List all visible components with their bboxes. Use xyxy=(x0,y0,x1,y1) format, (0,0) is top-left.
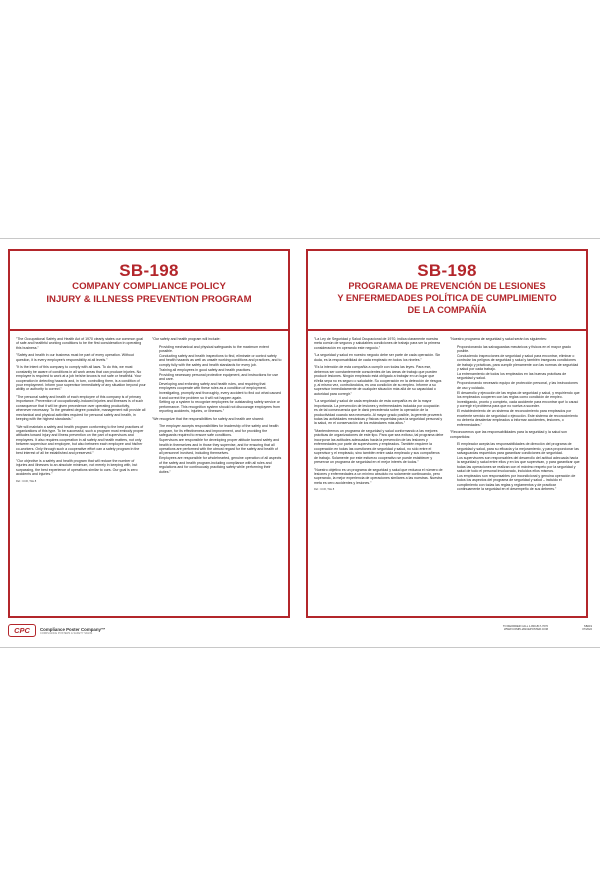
english-paragraph: "Our objective is a safety and health program that will reduce the number of injuries and illnesses to an absolute minimum, not merely in keeping with, but surpassing, the best experience of operations similar to ours. Our goal is zero accidents and injuries." xyxy=(16,458,138,476)
list-item: • Developing and enforcing safety and health rules, and requiring that employees cooperate with these rules as a condition of employment. xyxy=(159,382,282,391)
spanish-list-intro: "Nuestro programa de seguridad y salud serán los siguientes: xyxy=(450,337,547,341)
revision-date: 07/2022 xyxy=(582,628,592,632)
english-left-column xyxy=(16,337,146,610)
english-paragraph: "The personal safety and health of each employee of this company is of primary importance. Prevention of occupationally-induced injuries and illnesses is of such consequence that it will be given precedence over operating productivity, whenever necessary. To the greatest degree possible, management will provide all mechanical and physical activities required for personal safety and health, in keeping with the highest standards." xyxy=(16,395,146,422)
stock-code xyxy=(582,625,592,632)
spanish-title-line2: Y ENFERMEDADES POLÍTICA DE CUMPLIMIENTO xyxy=(337,293,557,303)
english-header xyxy=(10,251,288,331)
spanish-footnote: Ref.: CCR, Title 8 xyxy=(314,488,335,492)
cpc-logo-mark: CPC xyxy=(8,624,36,637)
english-body xyxy=(16,337,282,610)
spanish-body xyxy=(314,337,580,610)
english-paragraph: "Safety and health in our business must be part of every operation. Without question, it is every employee's responsibility at all levels." xyxy=(16,353,134,362)
company-logo xyxy=(8,624,105,637)
list-item: • Supervisors are responsible for developing proper attitude toward safety and health in themselves and in those they supervise, and for ensuring that all operations are performed with the utmost regard for the safety and health of all personnel involved, including themselves. xyxy=(159,438,282,456)
brand-block xyxy=(40,627,105,635)
english-responsibility-intro: "We recognize that the responsibilities for safety and health are shared: xyxy=(152,416,264,421)
list-item: • Employees are responsible for wholehearted, genuine operation of all aspects of the safety and health program-including compliance with all rules and regulations and for continuously practicing safety while performing their duties." xyxy=(159,456,282,474)
list-item: • Los supervisores son responsables del desarrollo del actitud adecuada hacia la seguridad y salud entre ellos y en los que supervisan, y para garantizar que todas las operaciones se realizan con el máximo respeto por la seguridad y salud de todo el personal involucrado, incluidos ellos mismos. xyxy=(457,456,580,474)
stock-number: SB219 xyxy=(583,625,592,628)
spanish-paragraph: "Mantendremos un programa de seguridad y salud conformando a las mejores prácticas de organizaciones de este tipo. Para que sea exitoso, tal programa debe incorporar las actitudes adecuadas hacia la prevención de las lesiones y enfermedades por parte de supervisores y empleados. También requiere la cooperación en todas las cuestiones de seguridad y salud, no sólo entre el supervisor y el empleado, sino también entre cada empleado y sus compañeros de trabajo. Solamente por este esfuerzo cooperativo se puede establecer y preservar un programa de seguridad en el mejor interés de todos." xyxy=(314,429,444,464)
english-responsibility-list xyxy=(152,424,282,473)
english-list-intro: "Our safety and health program will include: xyxy=(152,337,221,341)
english-footnote: Ref.: CCR, Title 8 xyxy=(16,479,37,483)
spanish-paragraph: "La seguridad y salud en nuestro negocio debe ser parte de cada operación. Sin duda, es la responsabilidad de cada empleado en todos los niveles." xyxy=(314,353,441,362)
list-item: • La entrenamiento de todos los empleados en las buenas prácticas de seguridad y salud. xyxy=(457,372,580,381)
list-item: • Training all employees in good safety and health practices. xyxy=(159,368,282,372)
list-item: • Conduciendo inspecciones de seguridad y salud para encontrar, eliminar o controlar los peligros de seguridad y salud y también inseguras condiciones de trabajo y prácticas, para cumplir plenamente con las normas de seguridad y salud por cada trabajo. xyxy=(457,354,580,372)
poster xyxy=(0,238,600,648)
list-item: • Proporcionando necesario equipo de protección personal, y las instrucciones de uso y cuidado. xyxy=(457,381,580,390)
brand-name: Compliance Poster Company™ xyxy=(40,626,106,632)
list-item: • Investigating, promptly and thoroughly, every accident to find out what caused it and correct the problem so it will not happen again. xyxy=(159,391,282,400)
brand-tagline: COMPLIANCE POSTERS & SAFETY SIGNS xyxy=(40,631,93,635)
spanish-title-line3: DE LA COMPAÑÍA xyxy=(407,305,487,315)
spanish-panel xyxy=(306,249,588,618)
list-item: • Setting up a system to recognize employees for outstanding safety service or performance. This recognition system should not discourage employees from reporting accidents, injuries, or illnesses." xyxy=(159,400,282,413)
reorder-website: WWW.COMPLIANCEPOSTER.COM xyxy=(503,628,548,632)
list-item: • El empleador acepta las responsabilidades de dirección del programa de seguridad y salud, para su eficacia y la mejoramiento, y para proporcionar las salvaguardas requeridos para garantizar condiciones de seguridad. xyxy=(457,442,580,455)
spanish-code: SB-198 xyxy=(417,261,477,280)
english-paragraph: "We will maintain a safety and health program conforming to the best practices of organizations of this type. To be successful, such a program must embody proper attitudes toward injury and illness prevention on the part of supervisors and employees. It also requires cooperation in all safety and health matters, not only between supervisor and employee, but also between each employee and his/her co-workers. Only through such a cooperative effort can a safety program in the best interest of all be established and preserved." xyxy=(16,424,144,456)
list-item: • Proporcionando las salvaguardas mecánicos y físicos en el mayor grado posible. xyxy=(457,345,580,354)
spanish-header xyxy=(308,251,586,331)
english-code: SB-198 xyxy=(119,261,179,280)
english-paragraph: "The Occupational Safety and Health Act of 1970 clearly states our common goal of safe and healthful working conditions to be the first consideration in operating this business." xyxy=(16,337,144,350)
reorder-contact xyxy=(393,625,548,632)
english-right-column xyxy=(152,337,282,610)
spanish-responsibility-list xyxy=(450,442,580,491)
spanish-right-column xyxy=(450,337,580,610)
poster-footer xyxy=(8,621,592,641)
list-item: • Investigando, pronto y completo, cada accidente para encontrar qué lo causó y corregir el problema para que no vuelva a suceder. xyxy=(457,400,580,409)
list-item: • The employer accepts responsibilities for leadership of the safety and health program, for its effectiveness and improvement, and for providing the safeguards required to ensure safe conditions. xyxy=(159,424,282,437)
spanish-program-list xyxy=(450,345,580,427)
list-item: • Conducting safety and health inspections to find, eliminate or control safety and health hazards as well as unsafe working conditions and practices, and to comply fully with the safety and health standards for every job. xyxy=(159,354,282,367)
list-item: • Providing mechanical and physical safeguards to the maximum extent possible. xyxy=(159,345,282,354)
spanish-paragraph: "Nuestro objetivo es un programa de seguridad y salud que reduzca el número de lesiones y enfermedades a un mínimo absoluto no solamente continuando, pero superando, la mejor experiencia de operaciones similares a las nuestras. Nuestra meta es cero accidentes y lesiones." xyxy=(314,467,443,485)
list-item: • Los empleados son responsables por incondicional y genuina operación de todos los aspectos del programa de seguridad y salud – incluido el cumplimiento con todas las reglas y reglamentos y de practicar continuamente la seguridad en el desempeño de sus deberes." xyxy=(457,474,580,492)
spanish-title-line1: PROGRAMA DE PREVENCIÓN DE LESIONES xyxy=(348,281,546,291)
english-title-line2: INJURY & ILLNESS PREVENTION PROGRAM xyxy=(46,294,252,305)
reorder-phone: TO REORDER CALL 1-800-817-7070 xyxy=(502,625,548,628)
spanish-paragraph: "La seguridad y salud de cada empleado de esta compañía es de la mayor importancia. La prevención de lesiones y enfermedades inducida por ocupación es de tal consecuencia que le dará precedencia sobre la operación de la productividad cuando sea necesario. Al mayor grado posible, la gerente proveerá todas las actividades mecánicas y físicas requeridas para la seguridad personal y la salud, en el conservación de los estándares más altos." xyxy=(314,399,443,426)
spanish-paragraph: "Es la intención de esta compañía a cumplir con todas las leyes. Para ese, debemos ser constantemente conscientes de las áreas de trabajo que pueden producir lesiones. Ningún empleado está obligado a trabajar en un lugar que él/ella sepa no es seguro o saludable. Su cooperación en la detección de riesgos y, al mismo vez, controlándolos, es una condición de su empleo. Informe a su supervisor inmediatamente de cualquier situación más allá de su capacidad o autoridad para corregir." xyxy=(314,365,442,396)
spanish-responsibility-intro: "Reconocemos que las responsabilidades para la seguridad y la salud son compartidos: xyxy=(450,430,567,439)
english-program-list xyxy=(152,345,282,414)
list-item: • Providing necessary personal protective equipment, and instructions for use and care. xyxy=(159,373,282,382)
spanish-left-column xyxy=(314,337,444,610)
english-title-line1: COMPANY COMPLIANCE POLICY xyxy=(72,281,226,292)
english-panel xyxy=(8,249,290,618)
spanish-paragraph: "La Ley de Seguridad y Salud Ocupacional de 1970, indica claramente nuestra meta común de seguros y saludables condiciones de trabajo para ser la primera consideración en operando este negocio." xyxy=(314,337,440,350)
list-item: • El desarrollo y ejecución de las reglas de seguridad y salud, y requiriendo que los empleados cooperen con las reglas como condición de empleo. xyxy=(457,391,580,400)
english-paragraph: "It is the intent of this company to comply with all laws. To do this, we must constantly be aware of conditions in all work areas that can produce injuries. No employee is required to work at a job he/she knows is not safe or healthful. Your cooperation in detecting hazards and, in turn, controlling them, is a condition of your employment. Inform your supervisor immediately of any situation beyond your ability or authority to correct." xyxy=(16,365,146,392)
list-item: • El establecimiento de un sistema de reconocimiento para empleados por excelente servicio de seguridad o ejecución. Este sistema de reconocimiento no debería desalentar empleados a informar accidentes, lesiones, o enfermedades." xyxy=(457,409,580,427)
